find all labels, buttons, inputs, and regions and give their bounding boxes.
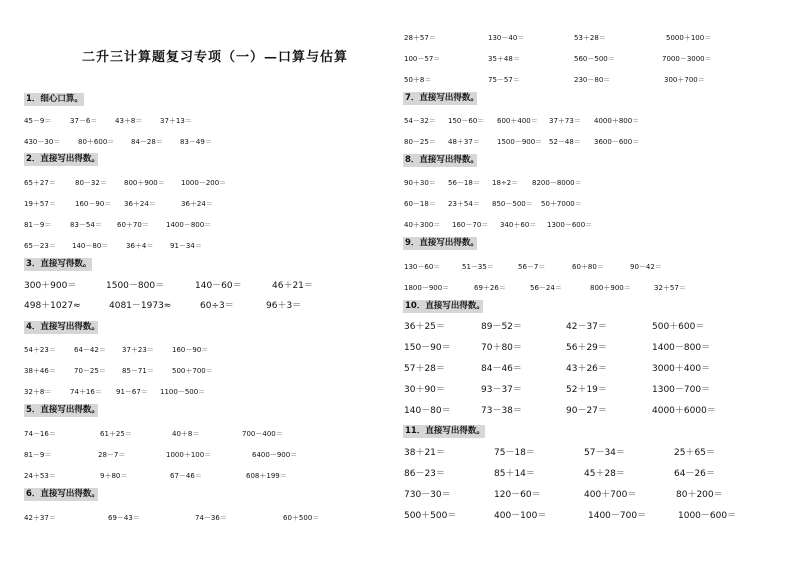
arithmetic-problem: 84－28＝ bbox=[131, 138, 163, 146]
arithmetic-problem: 160－90＝ bbox=[172, 346, 209, 354]
arithmetic-problem: 45＋28＝ bbox=[584, 469, 625, 479]
arithmetic-problem: 40＋300＝ bbox=[404, 221, 441, 229]
arithmetic-problem: 80－25＝ bbox=[404, 138, 436, 146]
arithmetic-problem: 56－24＝ bbox=[530, 284, 562, 292]
arithmetic-problem: 498＋1027≈ bbox=[24, 301, 81, 311]
arithmetic-problem: 74－16＝ bbox=[24, 430, 56, 438]
arithmetic-problem: 1800－900＝ bbox=[404, 284, 450, 292]
arithmetic-problem: 37＋13＝ bbox=[160, 117, 192, 125]
arithmetic-problem: 140－60＝ bbox=[195, 281, 242, 291]
arithmetic-problem: 56－18＝ bbox=[448, 179, 480, 187]
arithmetic-problem: 130－60＝ bbox=[404, 263, 441, 271]
arithmetic-problem: 140－80＝ bbox=[72, 242, 109, 250]
arithmetic-problem: 54－32＝ bbox=[404, 117, 436, 125]
arithmetic-problem: 1500－900＝ bbox=[497, 138, 543, 146]
arithmetic-problem: 69－43＝ bbox=[108, 514, 140, 522]
arithmetic-problem: 52＋19＝ bbox=[566, 385, 607, 395]
arithmetic-problem: 89－52＝ bbox=[481, 322, 522, 332]
arithmetic-problem: 86－23＝ bbox=[404, 469, 445, 479]
arithmetic-problem: 51－35＝ bbox=[462, 263, 494, 271]
arithmetic-problem: 36＋25＝ bbox=[404, 322, 445, 332]
arithmetic-problem: 1000＋100＝ bbox=[166, 451, 212, 459]
arithmetic-problem: 74＋16＝ bbox=[70, 388, 102, 396]
arithmetic-problem: 48＋37＝ bbox=[448, 138, 480, 146]
arithmetic-problem: 80＋200＝ bbox=[676, 490, 723, 500]
arithmetic-problem: 30＋90＝ bbox=[404, 385, 445, 395]
arithmetic-problem: 96＋3＝ bbox=[266, 301, 302, 311]
arithmetic-problem: 64－42＝ bbox=[74, 346, 106, 354]
arithmetic-problem: 37＋23＝ bbox=[122, 346, 154, 354]
arithmetic-problem: 50＋8＝ bbox=[404, 76, 432, 84]
arithmetic-problem: 73－38＝ bbox=[481, 406, 522, 416]
arithmetic-problem: 36＋24＝ bbox=[124, 200, 156, 208]
arithmetic-problem: 74－36＝ bbox=[195, 514, 227, 522]
arithmetic-problem: 93－37＝ bbox=[481, 385, 522, 395]
arithmetic-problem: 43＋26＝ bbox=[566, 364, 607, 374]
arithmetic-problem: 160－90＝ bbox=[75, 200, 112, 208]
arithmetic-problem: 300＋900＝ bbox=[24, 281, 77, 291]
arithmetic-problem: 84－46＝ bbox=[481, 364, 522, 374]
arithmetic-problem: 56＋29＝ bbox=[566, 343, 607, 353]
arithmetic-problem: 120－60＝ bbox=[494, 490, 541, 500]
arithmetic-problem: 54＋23＝ bbox=[24, 346, 56, 354]
arithmetic-problem: 18÷2＝ bbox=[492, 179, 519, 187]
arithmetic-problem: 3000＋400＝ bbox=[652, 364, 711, 374]
arithmetic-problem: 46＋21＝ bbox=[272, 281, 313, 291]
arithmetic-problem: 1300－700＝ bbox=[652, 385, 711, 395]
arithmetic-problem: 800＋900＝ bbox=[590, 284, 631, 292]
arithmetic-problem: 8200－8000＝ bbox=[532, 179, 582, 187]
arithmetic-problem: 25＋65＝ bbox=[674, 448, 715, 458]
section-heading: 9．直接写出得数。 bbox=[405, 238, 479, 248]
arithmetic-problem: 70－25＝ bbox=[74, 367, 106, 375]
arithmetic-problem: 1400－700＝ bbox=[588, 511, 647, 521]
arithmetic-problem: 81－9＝ bbox=[24, 221, 52, 229]
arithmetic-problem: 230－80＝ bbox=[574, 76, 611, 84]
arithmetic-problem: 42－37＝ bbox=[566, 322, 607, 332]
arithmetic-problem: 9＋80＝ bbox=[100, 472, 128, 480]
arithmetic-problem: 37＋73＝ bbox=[549, 117, 581, 125]
arithmetic-problem: 85＋14＝ bbox=[494, 469, 535, 479]
arithmetic-problem: 19＋57＝ bbox=[24, 200, 56, 208]
arithmetic-problem: 1400－800＝ bbox=[166, 221, 212, 229]
arithmetic-problem: 75－18＝ bbox=[494, 448, 535, 458]
arithmetic-problem: 300＋700＝ bbox=[664, 76, 705, 84]
section-heading: 3．直接写得数。 bbox=[26, 259, 92, 269]
arithmetic-problem: 60＋80＝ bbox=[572, 263, 604, 271]
arithmetic-problem: 50＋7000＝ bbox=[541, 200, 582, 208]
arithmetic-problem: 500＋700＝ bbox=[172, 367, 213, 375]
arithmetic-problem: 64－26＝ bbox=[674, 469, 715, 479]
arithmetic-problem: 85－71＝ bbox=[122, 367, 154, 375]
arithmetic-problem: 38＋46＝ bbox=[24, 367, 56, 375]
arithmetic-problem: 23＋54＝ bbox=[448, 200, 480, 208]
arithmetic-problem: 160－70＝ bbox=[452, 221, 489, 229]
arithmetic-problem: 32＋8＝ bbox=[24, 388, 52, 396]
arithmetic-problem: 57＋28＝ bbox=[404, 364, 445, 374]
arithmetic-problem: 60－18＝ bbox=[404, 200, 436, 208]
arithmetic-problem: 38＋21＝ bbox=[404, 448, 445, 458]
arithmetic-problem: 400－100＝ bbox=[494, 511, 547, 521]
arithmetic-problem: 91－67＝ bbox=[116, 388, 148, 396]
arithmetic-problem: 500＋500＝ bbox=[404, 511, 457, 521]
arithmetic-problem: 75－57＝ bbox=[488, 76, 520, 84]
arithmetic-problem: 37－6＝ bbox=[70, 117, 98, 125]
arithmetic-problem: 7000－3000＝ bbox=[662, 55, 712, 63]
arithmetic-problem: 83－49＝ bbox=[180, 138, 212, 146]
arithmetic-problem: 24＋53＝ bbox=[24, 472, 56, 480]
arithmetic-problem: 28＋57＝ bbox=[404, 34, 436, 42]
section-heading: 8．直接写出得数。 bbox=[405, 155, 479, 165]
arithmetic-problem: 45－9＝ bbox=[24, 117, 52, 125]
arithmetic-problem: 28－7＝ bbox=[98, 451, 126, 459]
arithmetic-problem: 1000－600＝ bbox=[678, 511, 737, 521]
arithmetic-problem: 3600－600＝ bbox=[594, 138, 640, 146]
section-heading: 10．直接写出得数。 bbox=[405, 301, 485, 311]
section-heading: 5．直接写出得数。 bbox=[26, 405, 100, 415]
arithmetic-problem: 100－57＝ bbox=[404, 55, 441, 63]
arithmetic-problem: 90－42＝ bbox=[630, 263, 662, 271]
arithmetic-problem: 36＋24＝ bbox=[181, 200, 213, 208]
section-heading: 4．直接写出得数。 bbox=[26, 322, 100, 332]
arithmetic-problem: 56－7＝ bbox=[518, 263, 546, 271]
arithmetic-problem: 70＋80＝ bbox=[481, 343, 522, 353]
arithmetic-problem: 150－60＝ bbox=[448, 117, 485, 125]
arithmetic-problem: 4081－1973≈ bbox=[109, 301, 172, 311]
arithmetic-problem: 150－90＝ bbox=[404, 343, 451, 353]
arithmetic-problem: 65－23＝ bbox=[24, 242, 56, 250]
arithmetic-problem: 500＋600＝ bbox=[652, 322, 705, 332]
section-heading: 1．细心口算。 bbox=[26, 94, 83, 104]
section-heading: 2．直接写出得数。 bbox=[26, 154, 100, 164]
arithmetic-problem: 90－27＝ bbox=[566, 406, 607, 416]
arithmetic-problem: 69＋26＝ bbox=[474, 284, 506, 292]
arithmetic-problem: 4000＋6000＝ bbox=[652, 406, 716, 416]
arithmetic-problem: 53＋28＝ bbox=[574, 34, 606, 42]
arithmetic-problem: 40＋8＝ bbox=[172, 430, 200, 438]
arithmetic-problem: 42＋37＝ bbox=[24, 514, 56, 522]
arithmetic-problem: 730－30＝ bbox=[404, 490, 451, 500]
arithmetic-problem: 1100－500＝ bbox=[160, 388, 206, 396]
arithmetic-problem: 80＋600＝ bbox=[78, 138, 115, 146]
arithmetic-problem: 608＋199＝ bbox=[246, 472, 287, 480]
arithmetic-problem: 400＋700＝ bbox=[584, 490, 637, 500]
arithmetic-problem: 4000＋800＝ bbox=[594, 117, 640, 125]
arithmetic-problem: 140－80＝ bbox=[404, 406, 451, 416]
arithmetic-problem: 1000－200＝ bbox=[181, 179, 227, 187]
arithmetic-problem: 5000＋100＝ bbox=[666, 34, 712, 42]
arithmetic-problem: 32＋57＝ bbox=[654, 284, 686, 292]
arithmetic-problem: 1400－800＝ bbox=[652, 343, 711, 353]
arithmetic-problem: 60＋70＝ bbox=[117, 221, 149, 229]
section-heading: 11．直接写出得数。 bbox=[405, 426, 485, 436]
arithmetic-problem: 800＋900＝ bbox=[124, 179, 165, 187]
section-heading: 6．直接写出得数。 bbox=[26, 489, 100, 499]
arithmetic-problem: 81－9＝ bbox=[24, 451, 52, 459]
arithmetic-problem: 67－46＝ bbox=[170, 472, 202, 480]
arithmetic-problem: 80－32＝ bbox=[75, 179, 107, 187]
arithmetic-problem: 90＋30＝ bbox=[404, 179, 436, 187]
arithmetic-problem: 65＋27＝ bbox=[24, 179, 56, 187]
arithmetic-problem: 700－400＝ bbox=[242, 430, 283, 438]
arithmetic-problem: 340＋60＝ bbox=[500, 221, 537, 229]
arithmetic-problem: 91－34＝ bbox=[170, 242, 202, 250]
arithmetic-problem: 1300－600＝ bbox=[547, 221, 593, 229]
arithmetic-problem: 850－500＝ bbox=[492, 200, 533, 208]
arithmetic-problem: 430－30＝ bbox=[24, 138, 61, 146]
arithmetic-problem: 560－500＝ bbox=[574, 55, 615, 63]
section-heading: 7．直接写出得数。 bbox=[405, 93, 479, 103]
arithmetic-problem: 1500－800＝ bbox=[106, 281, 165, 291]
arithmetic-problem: 6400－900＝ bbox=[252, 451, 298, 459]
arithmetic-problem: 60÷3＝ bbox=[200, 301, 234, 311]
arithmetic-problem: 57－34＝ bbox=[584, 448, 625, 458]
arithmetic-problem: 36＋4＝ bbox=[126, 242, 154, 250]
arithmetic-problem: 600＋400＝ bbox=[497, 117, 538, 125]
arithmetic-problem: 61＋25＝ bbox=[100, 430, 132, 438]
arithmetic-problem: 60＋500＝ bbox=[283, 514, 320, 522]
arithmetic-problem: 83－54＝ bbox=[70, 221, 102, 229]
arithmetic-problem: 130－40＝ bbox=[488, 34, 525, 42]
worksheet-title: 二升三计算题复习专项（一）—口算与估算 bbox=[82, 50, 349, 65]
arithmetic-problem: 35＋48＝ bbox=[488, 55, 520, 63]
arithmetic-problem: 52－48＝ bbox=[549, 138, 581, 146]
arithmetic-problem: 43＋8＝ bbox=[115, 117, 143, 125]
